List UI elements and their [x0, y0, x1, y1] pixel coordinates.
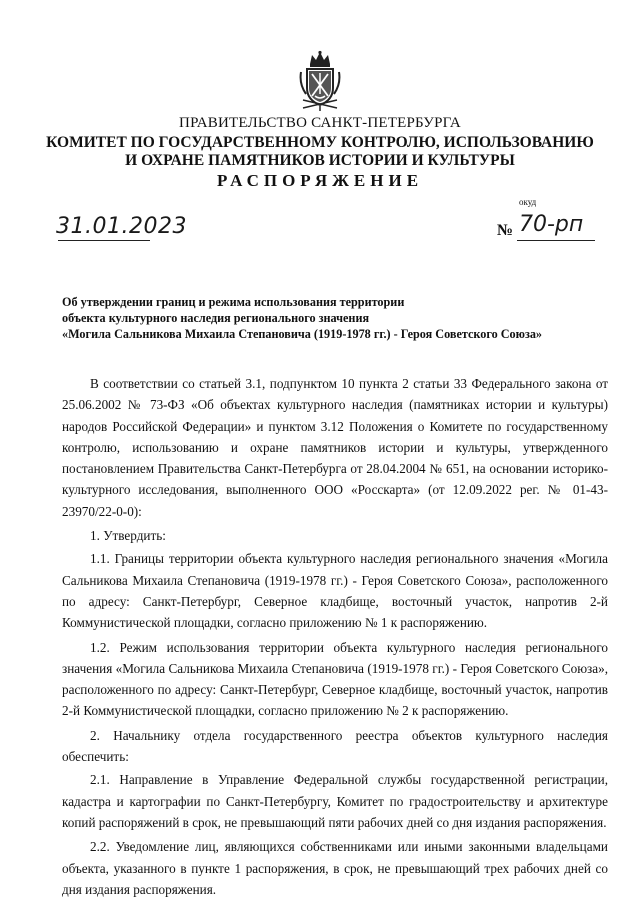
document-body	[62, 373, 608, 903]
document-number: 70-рп	[519, 212, 584, 237]
paragraph-1-2: 1.2. Режим использования территории объекта культурного наследия регионального значения «Могила Сальникова Михаила Степановича (1919-1978 гг.) - Героя Советского Союза», расположенного по адресу: Санкт-Петербург, Северное кладбище, восточный участок, напротив 2-й Коммунистической площадки, согласно приложению № 2 к распоряжению.	[62, 639, 608, 719]
paragraph-2-1: 2.1. Направление в Управление Федеральной службы государственной регистрации, кадастра и картографии по Санкт-Петербургу, Комитет по градостроительству и архитектуре копий распоряжений в срок, не превышающий пяти рабочих дней со дня издания распоряжения.	[62, 772, 608, 830]
paragraph-1-1: 1.1. Границы территории объекта культурного наследия регионального значения «Могила Сальникова Михаила Степановича (1919-1978 гг.) - Героя Советского Союза», расположенного по адресу: Санкт-Петербург, Северное кладбище, восточный участок, напротив 2-й Коммунистической площадки, согласно приложению № 1 к распоряжению.	[62, 551, 608, 631]
number-underline	[517, 240, 595, 241]
paragraph-2: 2. Начальнику отдела государственного реестра объектов культурного наследия обеспечить:	[62, 727, 608, 765]
document-title-line3: «Могила Сальникова Михаила Степановича (1919-1978 гг.) - Героя Советского Союза»	[62, 327, 543, 341]
paragraph-2-2: 2.2. Уведомление лиц, являющихся собственниками или иными законными владельцами объекта, указанного в пункте 1 распоряжения, в срок, не превышающий трех рабочих дней со дня издания распоряжения.	[62, 839, 608, 897]
document-type: РАСПОРЯЖЕНИЕ	[216, 171, 424, 190]
document-date: 31.01.2023	[56, 214, 187, 239]
paragraph-1: 1. Утвердить:	[90, 528, 166, 544]
government-name: ПРАВИТЕЛЬСТВО САНКТ-ПЕТЕРБУРГА	[179, 115, 461, 131]
document-title-line2: объекта культурного наследия регионального значения	[62, 311, 370, 325]
st-petersburg-coat-of-arms-icon	[298, 50, 342, 112]
preamble-paragraph: В соответствии со статьей 3.1, подпунктом 10 пункта 2 статьи 33 Федерального закона от 25.06.2002 № 73-ФЗ «Об объектах культурного наследия (памятниках истории и культуры) народов Российской Федерации» и пунктом 3.12 Положения о Комитете по государственному контролю, использованию и охране памятников истории и культуры, утвержденного постановлением Правительства Санкт-Петербурга от 28.04.2004 № 651, на основании историко-культурного исследования, выполненного ООО «Росскарта» (от 12.09.2022 рег. № 01-43-23970/22-0-0):	[62, 376, 608, 519]
number-sign: №	[497, 222, 514, 239]
document-title-line1: Об утверждении границ и режима использования территории	[62, 295, 405, 309]
committee-name-line2: И ОХРАНЕ ПАМЯТНИКОВ ИСТОРИИ И КУЛЬТУРЫ	[125, 152, 515, 169]
date-underline	[58, 240, 150, 241]
okud-label: окуд	[519, 197, 537, 207]
committee-name-line1: КОМИТЕТ ПО ГОСУДАРСТВЕННОМУ КОНТРОЛЮ, ИСПОЛЬЗОВАНИЮ	[46, 134, 594, 151]
